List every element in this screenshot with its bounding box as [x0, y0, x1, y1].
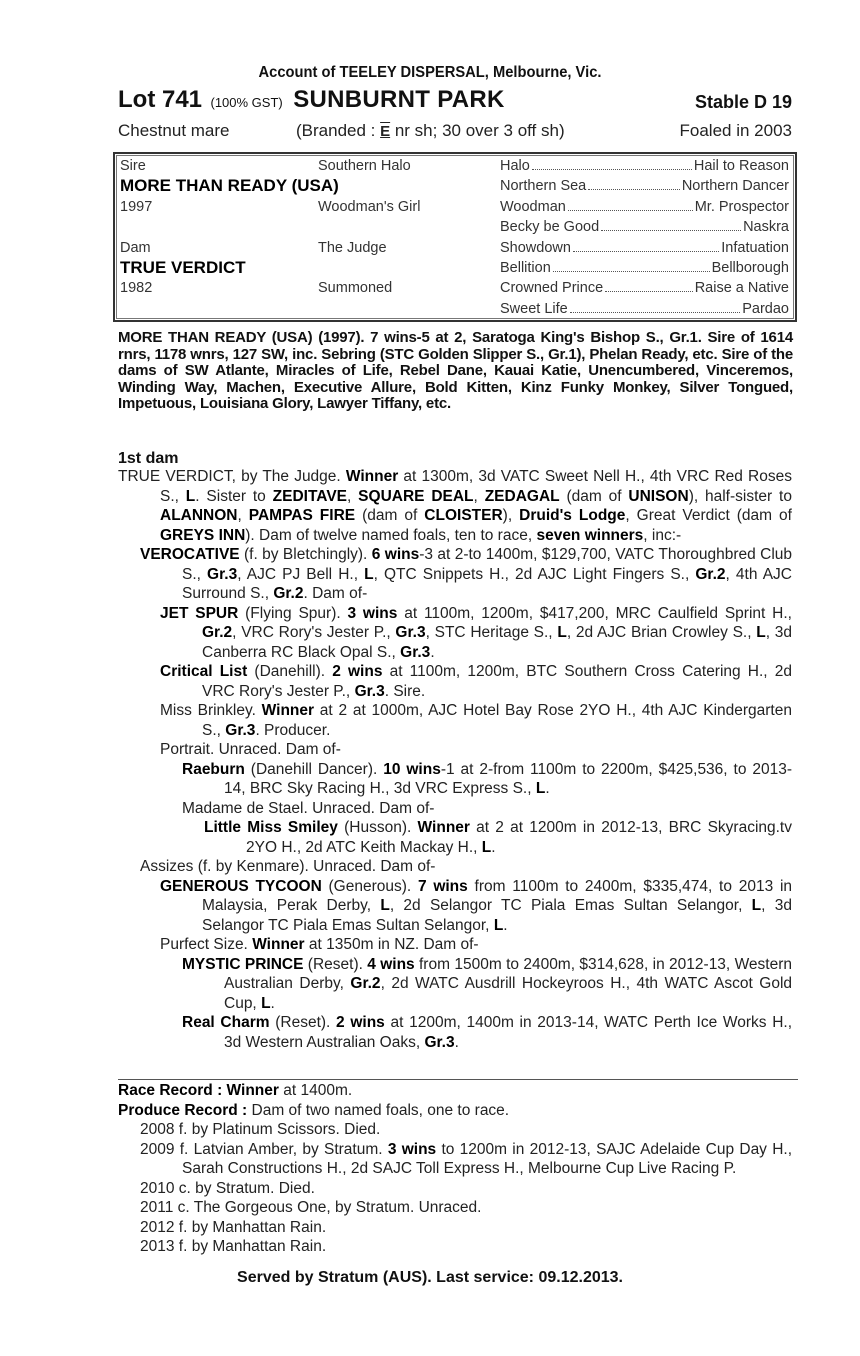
bold-text: VEROCATIVE	[140, 546, 240, 563]
family-entry	[118, 1179, 792, 1199]
leader-dots	[601, 219, 741, 231]
entry-text: ), half-sister to	[688, 487, 792, 505]
bold-text: Gr.3	[207, 565, 238, 583]
great-great-grandsire: Raise a Native	[694, 280, 789, 297]
entry-text: 2011 c. The Gorgeous One, by Stratum. Unraced.	[140, 1199, 482, 1216]
bold-text: L	[751, 897, 762, 914]
bold-text: 4 wins	[367, 955, 415, 973]
pedigree-row	[115, 199, 795, 220]
grandparent-name: Southern Halo	[318, 158, 411, 174]
great-grandsire: Becky be Good	[500, 219, 600, 236]
bold-text: 2 wins	[336, 1014, 385, 1031]
entry-text: (Danehill Dancer).	[244, 760, 384, 778]
family-entry	[118, 1198, 792, 1218]
entry-text: ,	[237, 507, 249, 524]
gst-note: (100% GST)	[210, 95, 283, 110]
bold-text: L	[481, 838, 492, 856]
pedigree-row	[115, 260, 795, 281]
parent-name: TRUE VERDICT	[120, 258, 246, 277]
bold-text: L	[185, 487, 196, 505]
family-entry	[118, 818, 792, 857]
bold-text: CLOISTER	[424, 507, 503, 524]
bold-text: Winner	[345, 468, 399, 485]
foaled-year: Foaled in 2003	[679, 121, 792, 140]
entry-text: Madame de Stael. Unraced. Dam of-	[182, 799, 435, 817]
family-entry	[118, 740, 792, 760]
great-great-grandsire: Naskra	[743, 219, 789, 236]
bold-text: ZEDITAVE	[272, 487, 348, 505]
entry-text: .	[503, 916, 508, 934]
entry-text: . Sire.	[384, 682, 426, 700]
bold-text: L	[493, 916, 504, 934]
bold-text: L	[557, 624, 567, 641]
family-entry	[118, 467, 792, 545]
entry-text: ,	[347, 487, 359, 505]
first-dam-section	[118, 467, 792, 1052]
brand-suffix: nr sh; 30 over 3 off sh)	[390, 121, 565, 140]
bold-text: Real Charm	[182, 1014, 270, 1031]
great-great-grandsire: Bellborough	[711, 260, 789, 276]
entry-text: .	[430, 643, 435, 661]
leader-dots	[588, 178, 680, 190]
great-grandsire: Northern Sea	[500, 178, 587, 195]
grandparent-name: The Judge	[318, 239, 387, 256]
bold-text: Winner	[252, 936, 305, 953]
bold-text: ALANNON	[160, 507, 238, 524]
leader-dots	[573, 240, 719, 252]
entry-text: ,	[473, 487, 485, 505]
bold-text: Gr.2	[695, 565, 726, 583]
lot-line	[118, 86, 792, 116]
divider	[118, 1079, 798, 1080]
bold-text: GREYS INN	[160, 526, 246, 544]
entry-text: , Great Verdict (dam of	[625, 507, 792, 524]
entry-text: from 1500m to 2400m, $314,628, in 2012-13, Western Australian Derby,	[224, 955, 792, 992]
leader-dots	[568, 199, 693, 211]
entry-text: (Husson).	[337, 819, 418, 836]
bold-text: 2 wins	[332, 663, 383, 680]
bold-text: MYSTIC PRINCE	[182, 955, 304, 973]
entry-text: at 2 at 1200m in 2012-13, BRC Skyracing.tv 2YO H., 2d ATC Keith Mackay H.,	[246, 819, 792, 856]
entry-text: , 4th AJC Surround S.,	[182, 565, 792, 602]
entry-text: Assizes (f. by Kenmare). Unraced. Dam of-	[140, 858, 436, 875]
bold-text: L	[380, 897, 390, 914]
bold-text: L	[535, 780, 546, 797]
bold-text: L	[364, 565, 374, 583]
entry-text: 2013 f. by Manhattan Rain.	[140, 1238, 327, 1255]
great-grandsire: Woodman	[500, 198, 566, 215]
entry-text: ),	[502, 507, 520, 524]
entry-text: ). Dam of twelve named foals, ten to race,	[245, 526, 537, 544]
entry-text: from 1100m to 2400m, $335,474, to 2013 in Malaysia, Perak Derby,	[202, 877, 793, 914]
entry-text: , inc:-	[643, 526, 682, 544]
bold-text: Gr.3	[400, 643, 431, 661]
bold-text: 10 wins	[383, 760, 441, 778]
entry-text: -3 at 2-to 1400m, $129,700, VATC Thoroughbred Club S.,	[182, 546, 793, 583]
great-grandparents	[500, 158, 789, 174]
family-entry	[118, 877, 792, 936]
leader-dots	[605, 280, 693, 292]
bold-text: SQUARE DEAL	[358, 487, 474, 505]
great-grandsire: Halo	[500, 158, 530, 174]
grandparent-name: Woodman's Girl	[318, 198, 421, 215]
great-great-grandsire: Northern Dancer	[681, 178, 789, 195]
family-entry	[118, 1120, 792, 1140]
parent-name: MORE THAN READY (USA)	[120, 176, 339, 196]
family-entry	[118, 1140, 792, 1179]
great-grandparents	[500, 280, 789, 296]
horse-name: SUNBURNT PARK	[293, 86, 505, 113]
family-entry	[118, 799, 792, 819]
great-grandsire: Showdown	[500, 239, 571, 256]
entry-text: , 2d Selangor TC Piala Emas Sultan Selangor,	[389, 897, 752, 914]
records-section	[118, 1081, 792, 1257]
bold-text: Gr.3	[395, 624, 426, 641]
bold-text: Race Record : Winner	[118, 1082, 279, 1099]
entry-text: .	[270, 994, 275, 1012]
great-grandparents	[500, 301, 789, 317]
bold-text: Produce Record :	[118, 1101, 248, 1119]
stable-location: Stable D 19	[694, 92, 792, 112]
entry-text: at 1300m, 3d VATC Sweet Nell H., 4th VRC Red Roses S.,	[160, 468, 792, 505]
bold-text: 6 wins	[371, 546, 420, 563]
first-dam-heading: 1st dam	[118, 450, 179, 467]
entry-text: (dam of	[559, 487, 629, 505]
bold-text: PAMPAS FIRE	[248, 507, 356, 524]
brand-info	[296, 121, 565, 141]
pedigree-label: 1997	[120, 198, 153, 215]
entry-text: 2009 f. Latvian Amber, by Stratum.	[140, 1140, 388, 1158]
entry-text: , AJC PJ Bell H.,	[237, 565, 365, 583]
bold-text: ZEDAGAL	[484, 487, 560, 505]
entry-text: .	[454, 1033, 459, 1051]
entry-text: (Danehill).	[247, 663, 333, 680]
bold-text: Little Miss Smiley	[204, 819, 338, 836]
family-entry	[118, 1081, 792, 1101]
great-great-grandsire: Pardao	[742, 300, 789, 317]
bold-text: GENEROUS TYCOON	[160, 877, 322, 895]
entry-text: , 3d Canberra RC Black Opal S.,	[202, 624, 792, 661]
bold-text: seven winners	[536, 526, 644, 544]
pedigree-row	[115, 178, 795, 199]
entry-text: at 1200m, 1400m in 2013-14, WATC Perth Ice Works H., 3d Western Australian Oaks,	[224, 1014, 792, 1051]
family-entry	[118, 935, 792, 955]
bold-text: JET SPUR	[160, 604, 239, 622]
entry-text: at 2 at 1000m, AJC Hotel Bay Rose 2YO H., 4th AJC Kindergarten S.,	[202, 702, 792, 739]
great-great-grandsire: Mr. Prospector	[694, 198, 789, 215]
entry-text: at 1400m.	[278, 1082, 353, 1099]
brand-mark-icon: E	[380, 123, 391, 140]
family-entry	[118, 701, 792, 740]
entry-text: (dam of	[355, 507, 425, 524]
family-entry	[118, 857, 792, 877]
bold-text: Gr.3	[424, 1033, 455, 1051]
entry-text: .	[491, 838, 496, 856]
entry-text: . Producer.	[255, 721, 331, 739]
family-entry	[118, 955, 792, 1014]
entry-text: at 1100m, 1200m, $417,200, MRC Caulfield Sprint H.,	[397, 604, 792, 622]
entry-text: , 2d AJC Brian Crowley S.,	[566, 624, 757, 641]
great-grandparents	[500, 219, 789, 235]
bold-text: Druid's Lodge	[519, 507, 626, 524]
lot-number: Lot 741	[118, 86, 203, 113]
bold-text: Gr.3	[354, 682, 385, 700]
bold-text: Gr.2	[273, 585, 304, 602]
entry-text: (Generous).	[321, 877, 418, 895]
entry-text: (f. by Bletchingly).	[239, 546, 372, 563]
family-entry	[118, 760, 792, 799]
pedigree-row	[115, 280, 795, 301]
entry-text: at 1350m in NZ. Dam of-	[304, 936, 479, 953]
bold-text: Gr.2	[350, 975, 381, 992]
family-entry	[118, 545, 792, 604]
colour-sex: Chestnut mare	[118, 121, 230, 140]
service-note: Served by Stratum (AUS). Last service: 09.12.2013.	[237, 1269, 623, 1286]
bold-text: Raeburn	[182, 760, 245, 778]
entry-text: , 2d WATC Ausdrill Hockeyroos H., 4th WATC Ascot Gold Cup,	[224, 975, 793, 1012]
entry-text: Portrait. Unraced. Dam of-	[160, 741, 341, 758]
great-grandparents	[500, 240, 789, 256]
family-entry	[118, 604, 792, 663]
bold-text: 7 wins	[417, 877, 468, 895]
horse-details	[118, 121, 792, 141]
entry-text: . Sister to	[195, 487, 273, 505]
entry-text: 2010 c. by Stratum. Died.	[140, 1179, 315, 1197]
pedigree-label: Sire	[120, 158, 146, 174]
entry-text: TRUE VERDICT, by The Judge.	[118, 468, 346, 485]
bold-text: Gr.3	[225, 721, 256, 739]
entry-text: Miss Brinkley.	[160, 702, 262, 719]
entry-text: Dam of two named foals, one to race.	[247, 1101, 510, 1119]
great-grandsire: Sweet Life	[500, 300, 568, 317]
bold-text: 3 wins	[387, 1140, 437, 1158]
entry-text: . Dam of-	[303, 585, 368, 602]
entry-text: to 1200m in 2012-13, SAJC Adelaide Cup Day H., Sarah Constructions H., 2d SAJC Toll Express H., Melbourne Cup Live Racing P.	[182, 1140, 793, 1177]
entry-text: .	[545, 780, 550, 797]
bold-text: L	[261, 994, 271, 1012]
entry-text: (Reset).	[303, 955, 368, 973]
entry-text: 2012 f. by Manhattan Rain.	[140, 1218, 327, 1236]
bold-text: Gr.2	[202, 624, 233, 641]
entry-text: , QTC Snippets H., 2d AJC Light Fingers S.,	[373, 565, 696, 583]
great-grandparents	[500, 260, 789, 276]
family-entry	[118, 1218, 792, 1238]
entry-text: , 3d Selangor TC Piala Emas Sultan Selangor,	[202, 897, 792, 934]
vendor-account: Account of TEELEY DISPERSAL, Melbourne, Vic.	[258, 64, 602, 81]
pedigree-table	[113, 152, 797, 322]
bold-text: Winner	[261, 702, 315, 719]
pedigree-row	[115, 301, 795, 322]
entry-text: (Reset).	[269, 1014, 337, 1031]
family-entry	[118, 662, 792, 701]
entry-text: (Flying Spur).	[238, 604, 348, 622]
brand-prefix: (Branded :	[296, 121, 381, 140]
family-entry	[118, 1013, 792, 1052]
entry-text: 2008 f. by Platinum Scissors. Died.	[140, 1121, 381, 1138]
bold-text: 3 wins	[347, 604, 398, 622]
great-great-grandsire: Infatuation	[721, 239, 789, 256]
great-grandsire: Bellition	[500, 260, 551, 276]
bold-text: UNISON	[628, 487, 689, 505]
bold-text: Critical List	[160, 663, 248, 680]
bold-text: Winner	[417, 819, 470, 836]
great-grandsire: Crowned Prince	[500, 280, 604, 297]
great-great-grandsire: Hail to Reason	[693, 158, 789, 174]
entry-text: at 1100m, 1200m, BTC Southern Cross Catering H., 2d VRC Rory's Jester P.,	[202, 663, 793, 700]
leader-dots	[532, 158, 692, 170]
leader-dots	[570, 301, 741, 313]
entry-text: -1 at 2-from 1100m to 2200m, $425,536, to 2013-14, BRC Sky Racing H., 3d VRC Express S.,	[224, 760, 792, 797]
leader-dots	[553, 260, 710, 272]
family-entry	[118, 1237, 792, 1257]
pedigree-label: Dam	[120, 239, 151, 256]
entry-text: Purfect Size.	[160, 936, 253, 953]
family-entry	[118, 1101, 792, 1121]
entry-text: , STC Heritage S.,	[425, 624, 558, 641]
pedigree-label: 1982	[120, 280, 153, 297]
bold-text: L	[756, 624, 766, 641]
sire-summary: MORE THAN READY (USA) (1997). 7 wins-5 at 2, Saratoga King's Bishop S., Gr.1. Sire of 1614 rnrs, 1178 wnrs, 127 SW, inc. Sebring (STC Golden Slipper S., Gr.1), Phelan Ready, etc. Sire of the dams of SW Atlante, Miracles of Life, Rebel Dane, Kauai Katie, Unencumbered, Vinceremos, Winding Way, Machen, Executive Allure, Bold Kitten, Kinz Funky Monkey, Silver Tongued, Impetuous, Louisiana Glory, Lawyer Tiffany, etc.	[118, 329, 793, 412]
great-grandparents	[500, 178, 789, 194]
great-grandparents	[500, 199, 789, 215]
pedigree-row	[115, 219, 795, 240]
entry-text: , VRC Rory's Jester P.,	[232, 624, 396, 641]
grandparent-name: Summoned	[318, 280, 393, 297]
